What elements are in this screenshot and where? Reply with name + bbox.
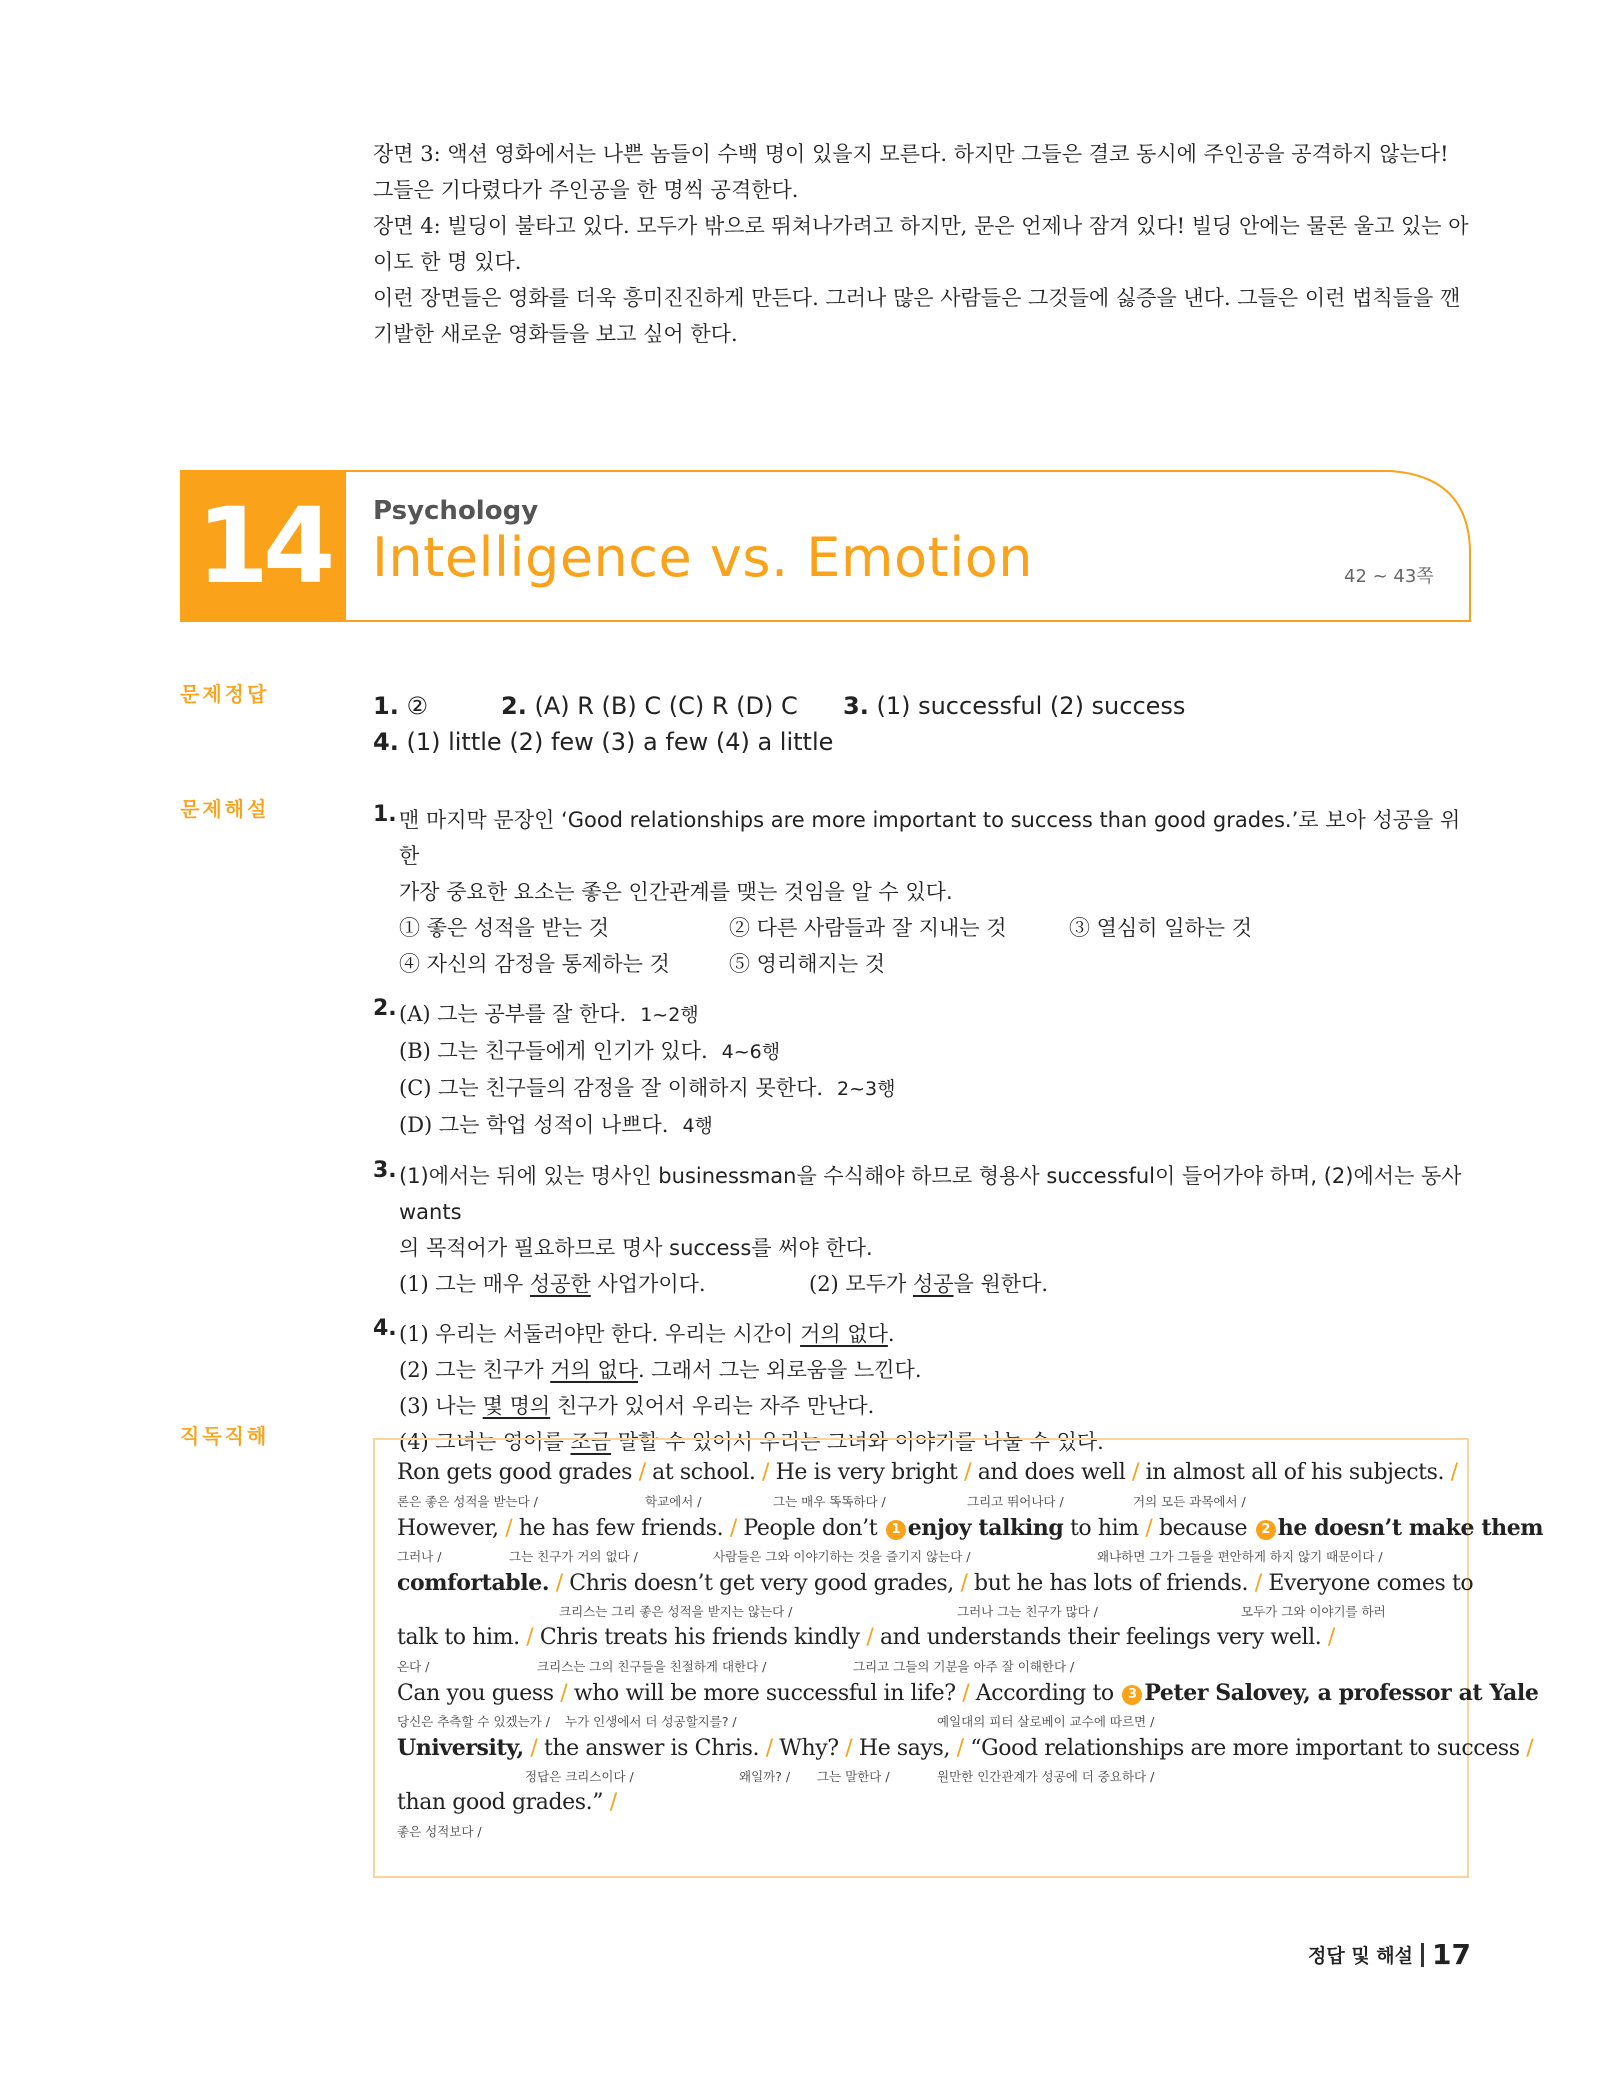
korean-gloss: 좋은 성적보다 /: [397, 1824, 482, 1839]
explanation-q1: 1. 맨 마지막 문장인 ‘Good relationships are more important to success than good grades.’로 보아 성공을 위한 가장 중요한 요소는 좋은 인간관계를 맺는 것임을 알 수 있다. ① 좋은 성적을 받는 것 ② 다른 사람들과 잘 지내는 것 ③ 열심히 일하는 것 ④ 자신의 감정을 통제하는 것 ⑤ 영리해지는 것: [373, 802, 1473, 982]
reading-line-7: [397, 1790, 1447, 1839]
choice-options: [399, 910, 1473, 982]
korean-gloss: 예일대의 피터 살로베이 교수에 따르면 /: [937, 1714, 1155, 1729]
intro-text: [373, 136, 1473, 352]
english-line: However, / he has few friends. / People don’t 1 enjoy talking to him / because 2 he doesn’t make them: [397, 1515, 1544, 1541]
korean-gloss: 크리스는 그리 좋은 성적을 받지는 않는다 /: [559, 1604, 793, 1619]
reading-line-5: [397, 1680, 1539, 1729]
korean-gloss: 왜냐하면 그가 그들을 편안하게 하지 않기 때문이다 /: [1097, 1549, 1383, 1564]
korean-gloss: 모두가 그와 이야기를 하러: [1241, 1604, 1386, 1619]
english-line: than good grades.” /: [397, 1790, 617, 1815]
choice-option: ③ 열심히 일하는 것: [1069, 916, 1253, 940]
unit-title: Intelligence vs. Emotion: [372, 526, 1033, 589]
translation-sentence: (1) 그는 매우 성공한 사업가이다.: [399, 1272, 706, 1296]
answers-block: [373, 688, 1185, 760]
marker-circle: 1: [886, 1520, 906, 1540]
footer-divider: [1421, 1943, 1424, 1967]
korean-gloss: 왜일까? /: [739, 1769, 791, 1784]
answers-label: 문제정답: [180, 682, 270, 706]
korean-gloss: 거의 모든 과목에서 /: [1133, 1494, 1246, 1509]
korean-gloss: 그는 말한다 /: [817, 1769, 890, 1784]
choice-option: ④ 자신의 감정을 통제하는 것: [399, 952, 670, 976]
explanation-q2: 2. (A) 그는 공부를 잘 한다. 1~2행 (B) 그는 친구들에게 인기가 있다. 4~6행 (C) 그는 친구들의 감정을 잘 이해하지 못한다. 2~3행 (D) 그는 학업 성적이 나쁘다. 4행: [373, 996, 896, 1137]
translation-sentence: (3) 나는 몇 명의 친구가 있어서 우리는 자주 만난다.: [399, 1394, 875, 1418]
page-number: 17: [1432, 1938, 1471, 1971]
korean-gloss: 당신은 추측할 수 있겠는가 /: [397, 1714, 550, 1729]
page-footer: [1308, 1938, 1471, 1971]
korean-gloss: 누가 인생에서 더 성공할지를? /: [565, 1714, 737, 1729]
explanation-q3: 3. (1)에서는 뒤에 있는 명사인 businessman을 수식해야 하므로 형용사 successful이 들어가야 하며, (2)에서는 동사 wants 의 목적어가 필요하므로 명사 success를 써야 한다. (1) 그는 매우 성공한 사업가이다. (2) 모두가 성공을 원한다.: [373, 1158, 1473, 1302]
answer-1: 1. ②: [373, 692, 428, 720]
korean-gloss: 그는 친구가 거의 없다 /: [509, 1549, 638, 1564]
unit-category: Psychology: [373, 496, 539, 526]
choice-option: ② 다른 사람들과 잘 지내는 것: [729, 916, 1007, 940]
korean-gloss: 온다 /: [397, 1659, 430, 1674]
translation-sentence: (1) 우리는 서둘러야만 한다. 우리는 시간이 거의 없다.: [399, 1322, 895, 1346]
korean-gloss: 원만한 인간관계가 성공에 더 중요하다 /: [937, 1769, 1155, 1784]
korean-gloss: 크리스는 그의 친구들을 친절하게 대한다 /: [537, 1659, 767, 1674]
translation-sentence: (2) 모두가 성공을 원한다.: [809, 1272, 1049, 1296]
english-line: comfortable. / Chris doesn’t get very good grades, / but he has lots of friends. / Everyone comes to: [397, 1570, 1474, 1596]
explanation-block: [373, 802, 1473, 1474]
korean-gloss: 그러나 /: [397, 1549, 442, 1564]
explanation-q4: 4. (1) 우리는 서둘러야만 한다. 우리는 시간이 거의 없다. (2) 그는 친구가 거의 없다. 그래서 그는 외로움을 느낀다. (3) 나는 몇 명의 친구가 있어서 우리는 자주 만난다. (4) 그녀는 영어를 조금 말할 수 있어서 우리는 그녀와 이야기를 나눌 수 있다.: [373, 1316, 1473, 1460]
english-line: Can you guess / who will be more successful in life? / According to 3 Peter Salovey, a professor at Yale: [397, 1680, 1539, 1706]
korean-gloss: 그리고 그들의 기분을 아주 잘 이해한다 /: [853, 1659, 1075, 1674]
marker-circle: 2: [1256, 1520, 1276, 1540]
reading-box: [373, 1438, 1544, 1878]
reading-label: 직독직해: [180, 1424, 270, 1448]
answer-3: 3. (1) successful (2) success: [843, 692, 1186, 720]
reading-line-2: [397, 1515, 1544, 1564]
explanation-label: 문제해설: [180, 797, 270, 821]
korean-gloss: 그는 매우 똑똑하다 /: [773, 1494, 886, 1509]
intro-paragraph: 장면 4: 빌딩이 불타고 있다. 모두가 밖으로 뛰쳐나가려고 하지만, 문은 언제나 잠겨 있다! 빌딩 안에는 물론 울고 있는 아이도 한 명 있다.: [373, 214, 1469, 274]
reading-line-6: [397, 1735, 1534, 1784]
translation-sentence: (2) 그는 친구가 거의 없다. 그래서 그는 외로움을 느낀다.: [399, 1358, 922, 1382]
korean-gloss: 그리고 뛰어나다 /: [967, 1494, 1064, 1509]
english-line: Ron gets good grades / at school. / He is very bright / and does well / in almost all of his subjects. /: [397, 1460, 1458, 1485]
intro-paragraph: 장면 3: 액션 영화에서는 나쁜 놈들이 수백 명이 있을지 모른다. 하지만 그들은 결코 동시에 주인공을 공격하지 않는다! 그들은 기다렸다가 주인공을 한 명씩 공격한다.: [373, 142, 1449, 202]
korean-gloss: 사람들은 그와 이야기하는 것을 즐기지 않는다 /: [713, 1549, 971, 1564]
footer-label: 정답 및 해설: [1308, 1945, 1413, 1967]
marker-circle: 3: [1122, 1685, 1142, 1705]
english-line: University, / the answer is Chris. / Why? / He says, / “Good relationships are more important to success /: [397, 1735, 1534, 1761]
korean-gloss: 학교에서 /: [645, 1494, 702, 1509]
intro-paragraph: 이런 장면들은 영화를 더욱 흥미진진하게 만든다. 그러나 많은 사람들은 그것들에 싫증을 낸다. 그들은 이런 법칙들을 깬 기발한 새로운 영화들을 보고 싶어 한다.: [373, 286, 1461, 346]
translation-sentence: (4) 그녀는 영어를 조금 말할 수 있어서 우리는 그녀와 이야기를 나눌 수 있다.: [399, 1430, 1104, 1454]
english-line: talk to him. / Chris treats his friends kindly / and understands their feelings very well. /: [397, 1625, 1335, 1650]
reading-line-1: [397, 1460, 1458, 1509]
korean-gloss: 그러나 그는 친구가 많다 /: [957, 1604, 1098, 1619]
unit-number: 14: [180, 470, 346, 622]
choice-option: ① 좋은 성적을 받는 것: [399, 916, 609, 940]
unit-header: [180, 470, 1472, 622]
choice-option: ⑤ 영리해지는 것: [729, 952, 886, 976]
korean-gloss: 정답은 크리스이다 /: [525, 1769, 634, 1784]
reading-line-3: [397, 1570, 1474, 1619]
reading-line-4: [397, 1625, 1447, 1674]
unit-pages: 42 ~ 43쪽: [1344, 566, 1434, 587]
korean-gloss: 론은 좋은 성적을 받는다 /: [397, 1494, 538, 1509]
answer-2: 2. (A) R (B) C (C) R (D) C: [501, 692, 798, 720]
answer-4: 4. (1) little (2) few (3) a few (4) a little: [373, 728, 834, 756]
